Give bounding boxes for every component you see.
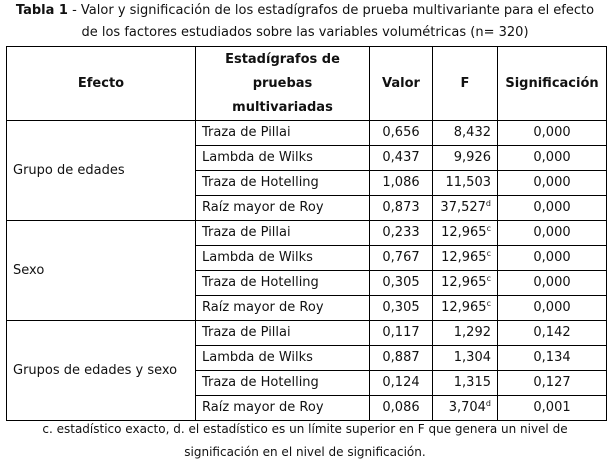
footnote-line-1: c. estadístico exacto, d. el estadístico es un límite superior en F que genera un nivel de [42,422,568,436]
f-value: 9,926 [453,150,491,165]
effect-cell: Grupos de edades y sexo [7,321,196,421]
value-cell: 0,887 [370,346,433,371]
significance-cell: 0,000 [498,271,607,296]
footnote-marker: c [486,224,491,233]
footnote-line-2: significación en el nivel de significación. [184,445,426,459]
value-cell: 0,873 [370,196,433,221]
table-body [7,121,607,421]
effect-cell: Grupo de edades [7,121,196,221]
footnote-marker: d [485,199,491,208]
table-footnote [0,418,610,464]
f-value: 12,965 [441,275,487,290]
f-cell [433,121,498,146]
value-cell: 0,117 [370,321,433,346]
caption-line-2: de los factores estudiados sobre las variables volumétricas (n= 320) [81,25,529,40]
header-significance: Significación [498,47,607,121]
f-value: 12,965 [441,225,487,240]
statistic-cell: Traza de Hotelling [196,271,370,296]
statistic-cell: Raíz mayor de Roy [196,196,370,221]
f-value: 1,292 [453,325,491,340]
significance-cell: 0,000 [498,121,607,146]
statistic-cell: Lambda de Wilks [196,346,370,371]
header-statistic: Estadígrafos de pruebas multivariadas [196,47,370,121]
f-value: 11,503 [445,175,491,190]
statistic-cell: Raíz mayor de Roy [196,396,370,421]
significance-cell: 0,000 [498,146,607,171]
header-f: F [433,47,498,121]
table-row [7,321,607,346]
footnote-marker: d [485,399,491,408]
significance-cell: 0,001 [498,396,607,421]
significance-cell: 0,000 [498,171,607,196]
header-effect: Efecto [7,47,196,121]
f-cell [433,371,498,396]
header-value: Valor [370,47,433,121]
value-cell: 0,233 [370,221,433,246]
value-cell: 0,656 [370,121,433,146]
footnote-marker: c [486,299,491,308]
f-cell [433,271,498,296]
significance-cell: 0,000 [498,296,607,321]
statistic-cell: Raíz mayor de Roy [196,296,370,321]
f-value: 3,704 [448,400,486,415]
f-value: 12,965 [441,250,487,265]
f-cell [433,321,498,346]
f-cell [433,346,498,371]
results-table [6,46,607,421]
significance-cell: 0,134 [498,346,607,371]
f-value: 12,965 [441,300,487,315]
value-cell: 1,086 [370,171,433,196]
value-cell: 0,086 [370,396,433,421]
footnote-marker: c [486,274,491,283]
statistic-cell: Lambda de Wilks [196,146,370,171]
table-row [7,221,607,246]
f-value: 1,315 [453,375,491,390]
f-cell [433,221,498,246]
statistic-cell: Traza de Pillai [196,121,370,146]
statistic-cell: Traza de Hotelling [196,371,370,396]
value-cell: 0,305 [370,296,433,321]
statistic-cell: Traza de Pillai [196,221,370,246]
table-caption [0,0,610,44]
f-cell [433,396,498,421]
table-row [7,121,607,146]
f-cell [433,296,498,321]
footnote-marker: c [486,249,491,258]
f-value: 37,527 [440,200,486,215]
f-cell [433,246,498,271]
statistic-cell: Traza de Hotelling [196,171,370,196]
caption-text: - Valor y significación de los estadígrafos de prueba multivariante para el efecto [67,3,595,18]
f-value: 8,432 [453,125,491,140]
significance-cell: 0,000 [498,196,607,221]
value-cell: 0,305 [370,271,433,296]
effect-cell: Sexo [7,221,196,321]
significance-cell: 0,000 [498,246,607,271]
value-cell: 0,437 [370,146,433,171]
statistic-cell: Lambda de Wilks [196,246,370,271]
significance-cell: 0,000 [498,221,607,246]
value-cell: 0,767 [370,246,433,271]
f-cell [433,146,498,171]
significance-cell: 0,127 [498,371,607,396]
f-cell [433,171,498,196]
statistic-cell: Traza de Pillai [196,321,370,346]
caption-line-1 [0,0,610,22]
f-value: 1,304 [453,350,491,365]
header-row [7,47,607,121]
significance-cell: 0,142 [498,321,607,346]
caption-label: Tabla 1 [15,3,68,18]
f-cell [433,196,498,221]
value-cell: 0,124 [370,371,433,396]
